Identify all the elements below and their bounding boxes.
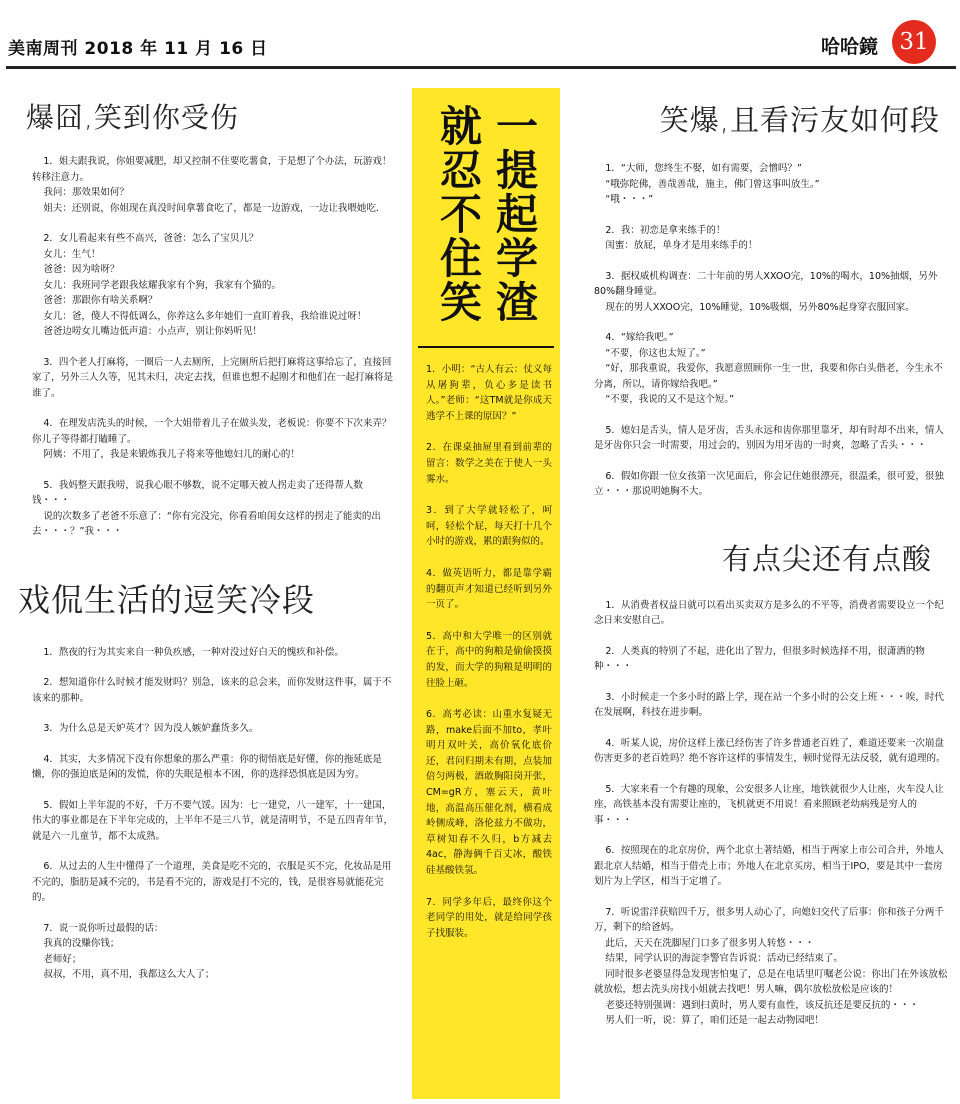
text-line: 2．想知道你什么时候才能发财吗？别急，该来的总会来，而你发财这件事，属于不该来的那种。 (32, 677, 392, 704)
text-line: 爸爸边唠女儿嘴边低声道：小点声，别让你妈听见！ (43, 326, 262, 337)
text-line: “哦弥陀佛，善哉善哉，施主，佛门曾这事叫放生。” (605, 178, 820, 190)
joke-paragraph (6, 154, 402, 216)
text-line: 姐夫：还别说，你姐现在真没时间拿薯食吃了，都是一边游戏，一边让我喂她吃． (43, 202, 386, 214)
page-number-badge: 31 (892, 20, 936, 64)
text-line: 我问：那效果如何？ (43, 187, 129, 198)
article-title: 有点尖还有点酸 (721, 541, 932, 576)
text-line: 6．按照现在的北京房价，两个北京土著结婚，相当于两家上市公司合并，外地人跟北京人结婚，相当于借壳上市；外地人在北京买房，相当于IPO，要是其中一套房划片为上学区，相当于定增了。 (594, 845, 944, 887)
divider (418, 346, 554, 348)
text-line: 7．说一说你听过最假的话： (43, 922, 164, 934)
text-line: 女儿：我班同学老跟我炫耀我家有个狗，我家有个猫的。 (43, 279, 281, 291)
joke-paragraph (570, 598, 954, 629)
text-line: 爸爸：那跟你有啥关系啊？ (43, 295, 158, 306)
text-line: 男人们一听，说：算了，咱们还是一起去动物园吧！ (605, 1015, 824, 1026)
text-line: 4．其实，大多情况下没有你想象的那么严重：你的彻悟底是好懂，你的拖延底是懒，你的强迫底是闲的发慌，你的失眠是根本不困，你的选择恐惧底是因为穷。 (32, 753, 382, 780)
text-line: 6．从过去的人生中懂得了一个道理，美食是吃不完的，衣服是买不完，化妆品是用不完的，脂肪是减不完的，书是看不完的，游戏是打不完的，钱，是很容易就能花完的。 (32, 861, 392, 903)
vertical-title-line: 就忍不住笑 (434, 104, 483, 324)
middle-column (412, 88, 560, 1099)
joke-paragraph (570, 161, 954, 208)
text-line: 7．听说雷洋获赔四千万，很多男人动心了，向媳妇交代了后事：你和孩子分两千万，剩下的给爸妈。 (594, 906, 944, 933)
joke-paragraph (570, 782, 954, 829)
joke-paragraph (6, 798, 402, 845)
article-title: 笑爆,且看污友如何段 (659, 103, 940, 137)
article-title: 爆囧,笑到你受伤 (26, 101, 239, 134)
joke-paragraph (6, 921, 402, 983)
masthead: 美南周刊 2018 年 11 月 16 日 (8, 39, 268, 59)
joke-paragraph (6, 478, 402, 540)
text-line: 说的次数多了老爸不乐意了：“你有完没完，你看看咱闺女这样的拐走了能卖的出去・・・？”我・・・ (32, 510, 381, 537)
joke-paragraph (570, 469, 954, 500)
text-line: 此后，天天在洗脚屋门口多了很多男人转悠・・・ (605, 937, 815, 949)
article-body (570, 598, 954, 1029)
text-line: “好，那我重说，我爱你，我愿意照顾你一生一世，我要和你白头偕老，今生永不分离，所以，请你嫁给我吧。” (594, 363, 943, 390)
joke-paragraph (570, 330, 954, 408)
text-line: 1．“大师，您终生不娶，如有需要，会憎吗？” (605, 163, 802, 174)
text-line: 结果，同学认识的海淀李警官告诉说：活动已经结束了。 (605, 953, 843, 964)
text-line: 3．据权威机构调查：二十年前的男人XXOO完，10%的喝水，10%抽烟，另外80%翻身睡觉。 (594, 270, 938, 297)
text-line: 爸爸：因为啥呀？ (43, 264, 120, 275)
text-line: 现在的男人XXOO完，10%睡觉，10%吸烟，另外80%起身穿衣服回家。 (605, 301, 915, 313)
joke-paragraph: 6．高考必读：山重水复疑无路，make后面不加to，孝叶明月双叶关，高价氧化底价还，君问归期未有期，点装加倍匀两极，酒敢胸阳岗开张，CM=gR方，塞云天，黄叶地，高温高压催化剂，横看成岭侧成峰，洛伦兹力不做功，草树知春不久归，b方减去4ac，静海俩千百丈冰，酸铁硅基酸铁氢。 (426, 709, 552, 877)
joke-paragraph: 1．小明：“古人有云：仗义每从屠狗辈，负心多是读书人。”老师：“这TM就是你成天逃学不上课的原因？” (426, 364, 552, 422)
vertical-title (412, 88, 560, 346)
text-line: 5．假如上半年混的不好，千万不要气馁。因为：七一建党，八一建军，十一建国，伟大的事业都是在下半年完成的，上半年不是三八节，就是清明节，不是五四青年节，就是六一儿童节，都不太成熟。 (32, 799, 394, 842)
text-line: 4．在理发店洗头的时候，一个大姐带着儿子在做头发，老板说：你要不下次来弄？你儿子等得都打瞌睡了。 (32, 418, 392, 445)
joke-paragraph (6, 752, 402, 783)
right-column (570, 76, 954, 1102)
joke-paragraph: 5．高中和大学唯一的区别就在于，高中的狗粮是偷偷摸摸的发，而大学的狗粮是明明的往脸上砸。 (426, 630, 552, 689)
text-line: “不要，我说的又不是这个短。” (605, 394, 734, 405)
joke-paragraph (6, 645, 402, 661)
article-body (412, 362, 560, 941)
joke-paragraph (6, 231, 402, 340)
text-line: 同时很多老婆显得急发现害怕鬼了，总是在电话里叮嘱老公说：你出门在外该放松就放松，想去洗头房找小姐就去找吧！男人嘛，偶尔放松放松是应该的！ (594, 968, 948, 995)
joke-paragraph (570, 269, 954, 316)
text-line: “不要，你这也太短了。” (605, 347, 706, 359)
article-title: 戏侃生活的逗笑冷段 (18, 580, 316, 619)
joke-paragraph (6, 721, 402, 737)
joke-paragraph (570, 223, 954, 254)
text-line: 3．小时候走一个多小时的路上学，现在站一个多小时的公交上班・・・唉，时代在发展啊，科技在进步啊。 (594, 691, 944, 718)
joke-paragraph: 3．到了大学就轻松了，呵呵，轻松个屁，每天打十几个小时的游戏，累的跟狗似的。 (426, 505, 552, 548)
article-body (6, 154, 402, 540)
text-line: 3．为什么总是天妒英才？因为没人嫉妒蠢货多久。 (43, 723, 259, 734)
text-line: 2．人类真的特别了不起，进化出了智力，但很多时候选择不用，很潇洒的物种・・・ (594, 645, 925, 672)
text-line: 5．大家来看一个有趣的现象，公安很多人让座，地铁就很少人让座，火车没人让座，高铁基本没有需要让座的，飞机就更不用说！看来照顾老幼病残是穷人的事・・・ (594, 783, 944, 826)
text-line: 4．“嫁给我吧。” (605, 332, 674, 343)
joke-paragraph: 7．同学多年后，最终你这个老同学的用处，就是给同学孩子找服装。 (426, 896, 552, 939)
text-line: 叔叔，不用，真不用，我都这么大人了； (43, 969, 215, 980)
joke-paragraph (6, 675, 402, 706)
joke-paragraph (570, 423, 954, 454)
text-line: 阿姨：不用了，我是来锻炼我儿子将来等他媳妇儿的耐心的！ (43, 449, 300, 460)
text-line: 2．女儿看起来有些不高兴，爸爸：怎么了宝贝儿？ (43, 233, 259, 244)
joke-paragraph (570, 690, 954, 721)
joke-paragraph (570, 905, 954, 1029)
text-line: 5．我妈整天跟我唠，说我心眼不够数，说不定哪天被人拐走卖了还得帮人数钱・・・ (32, 479, 363, 506)
joke-paragraph (570, 644, 954, 675)
joke-paragraph (6, 355, 402, 402)
joke-paragraph: 2．在课桌抽屉里看到前辈的留言：数学之美在于使人一头雾水。 (426, 442, 552, 485)
text-line: 4．听某人说，房价这样上涨已经伤害了许多普通老百姓了，难道还要来一次崩盘伤害更多的老百姓吗？绝不容许这样的事情发生，顿时觉得无法反驳，就有道理的。 (594, 737, 946, 764)
joke-paragraph: 4．做英语听力，都是靠学霸的翻页声才知道已经听到另外一页了。 (426, 567, 552, 611)
joke-paragraph (570, 736, 954, 767)
joke-paragraph (570, 843, 954, 890)
text-line: 闺蜜：放屁，单身才是用来练手的！ (605, 240, 758, 251)
left-column (6, 76, 402, 1102)
article-body (6, 645, 402, 983)
section-title: 哈哈鏡 (820, 36, 878, 58)
text-line: 1．从消费者权益日就可以看出买卖双方是多么的不平等，消费者需要设立一个纪念日来安慰自己。 (594, 599, 944, 626)
joke-paragraph (6, 859, 402, 906)
header-rule (6, 66, 956, 69)
text-line: 女儿：生气！ (43, 248, 101, 260)
text-line: “哦・・・” (605, 194, 654, 205)
text-line: 老师好； (43, 953, 82, 965)
joke-paragraph (6, 416, 402, 463)
text-line: 女儿：爸，傻人不得低调么，你养这么多年她们一直盯着我，我给谁说过呀！ (43, 310, 367, 322)
text-line: 5．媳妇是舌头，情人是牙齿，舌头永远和齿你那里靠牙，却有时却不出来，情人是牙齿你只会一时需要，用过会的，别因为用牙齿的一时爽，忽略了舌头・・・ (594, 424, 944, 451)
text-line: 2．我：初恋是拿来练手的！ (605, 224, 726, 236)
vertical-title-line: 一提起学渣 (490, 104, 539, 324)
text-line: 老婆还特别强调：遇到扫黄时，男人要有血性，该反抗还是要反抗的・・・ (605, 999, 919, 1011)
text-line: 1．姐夫跟我说，你姐要减肥，却又控制不住要吃薯食，于是想了个办法，玩游戏！转移注意力。 (32, 156, 392, 183)
text-line: 6．假如你跟一位女孩第一次见面后，你会记住她很漂亮，很温柔，很可爱，很独立・・・那说明她胸不大。 (594, 470, 944, 497)
text-line: 我真的没赚你钱； (43, 938, 120, 949)
article-body (570, 161, 954, 500)
text-line: 3．四个老人打麻将，一圈后一人去厕所，上完厕所后把打麻将这事给忘了，直接回家了，另外三人久等，见其未归，决定去找，但谁也想不起刚才和他们在一起打麻将是谁了。 (32, 356, 394, 399)
text-line: 1．熬夜的行为其实来自一种负疚感，一种对没过好白天的愧疚和补偿。 (43, 646, 344, 658)
